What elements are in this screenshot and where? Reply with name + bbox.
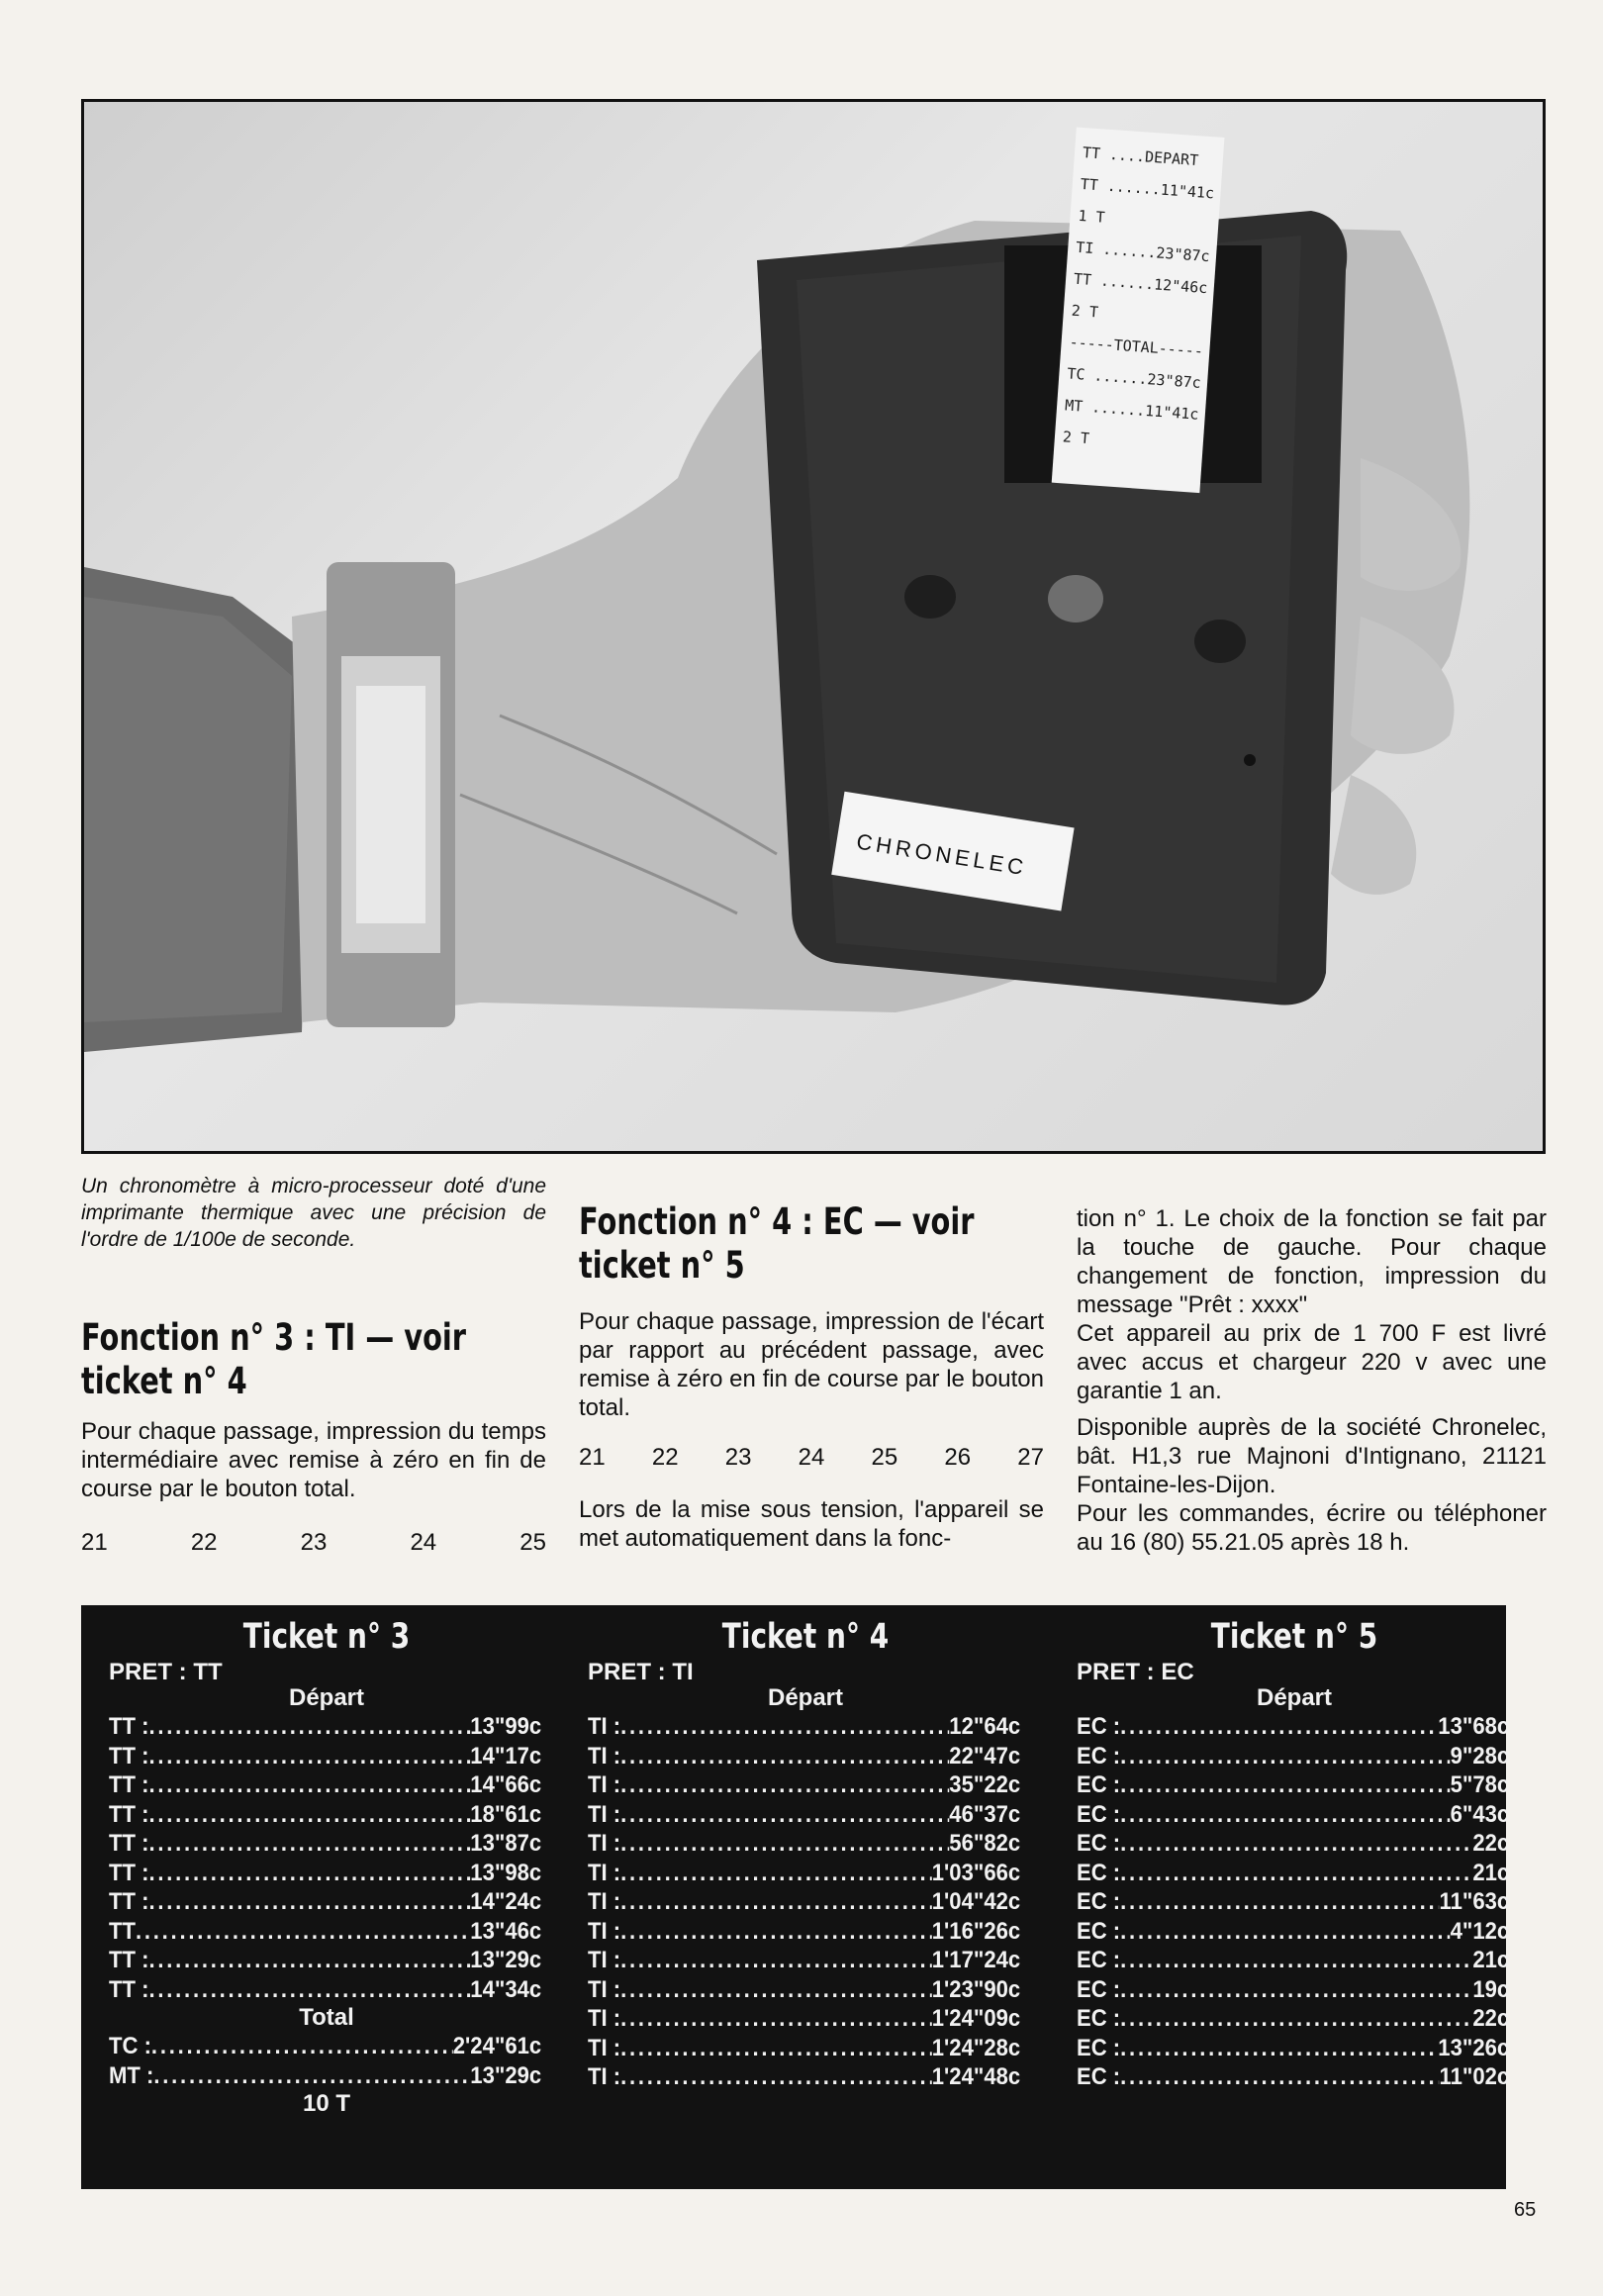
row-label: TI : (588, 2063, 621, 2090)
row-label: TI : (588, 1947, 621, 1973)
ticket-row (588, 1917, 1020, 1947)
row-value: 1'24"28c (931, 2034, 1021, 2061)
ticket-title: Ticket n° 4 (721, 1617, 890, 1657)
ticket-row (109, 2032, 541, 2061)
printed-ticket-line: 2 T (1062, 428, 1090, 448)
row-label: TC : (109, 2033, 151, 2059)
row-dot-leader (151, 2032, 453, 2061)
heading-fonction-4: Fonction n° 4 : EC — voir ticket n° 5 (579, 1200, 975, 1287)
ticket-row (109, 1770, 541, 1800)
power-on-text: Lors de la mise sous tension, l'appareil se met automatiquement dans la fonc- (579, 1496, 1044, 1552)
number-27: 27 (1017, 1444, 1044, 1471)
row-dot-leader (620, 1917, 932, 1947)
ticket-row (109, 1712, 541, 1742)
row-label: MT : (109, 2061, 154, 2089)
row-label: TT (109, 1917, 136, 1945)
row-label: TI : (588, 2005, 621, 2032)
row-label: EC : (1077, 1859, 1121, 1886)
ticket-row (588, 2062, 1020, 2092)
column-3 (1077, 1173, 1547, 1557)
fonction-4-description: Pour chaque passage, impression de l'écart par rapport au précédent passage, avec remise à zéro en fin de course par le bouton total. (579, 1308, 1044, 1421)
row-value: 22c (1472, 2005, 1510, 2032)
row-label: TI : (588, 1771, 621, 1798)
row-value: 1'16"26c (931, 1917, 1021, 1945)
ticket-4 (588, 1605, 1023, 2092)
row-dot-leader (1120, 2004, 1472, 2034)
row-label: EC : (1077, 2034, 1121, 2061)
printed-ticket-line: TT ....DEPART (1082, 144, 1199, 170)
ticket-footer: 10 T (302, 2090, 351, 2117)
row-label: EC : (1077, 1917, 1121, 1945)
row-label: TT : (109, 1888, 149, 1915)
number-23: 23 (300, 1529, 328, 1556)
printed-ticket-line: TT ......12"46c (1073, 269, 1208, 298)
col2-numbers (579, 1444, 1044, 1472)
row-label: TT : (109, 1947, 149, 1973)
ticket-row (588, 1800, 1020, 1830)
ticket-row (1077, 1829, 1509, 1859)
ticket-title: Ticket n° 3 (242, 1617, 411, 1657)
row-label: TT : (109, 1859, 149, 1886)
column-1 (81, 1173, 546, 1557)
row-value: 14"34c (470, 1975, 542, 2003)
number-22: 22 (190, 1529, 218, 1556)
row-dot-leader (620, 1946, 932, 1975)
number-24: 24 (410, 1529, 437, 1556)
printed-ticket-line: TI ......23"87c (1075, 238, 1211, 266)
ticket-row (1077, 2034, 1509, 2063)
row-label: EC : (1077, 1830, 1121, 1857)
ticket-row (1077, 1770, 1509, 1800)
row-dot-leader (1120, 2034, 1438, 2063)
col1-numbers (81, 1529, 546, 1557)
ticket-pret: PRET : EC (1077, 1659, 1194, 1685)
number-26: 26 (944, 1444, 972, 1471)
ticket-row (109, 1975, 541, 2005)
row-value: 1'24"48c (931, 2063, 1021, 2090)
function-selection-text: tion n° 1. Le choix de la fonction se fait par la touche de gauche. Pour chaque changement de fonction, impression du message "Prêt : xxxx" (1077, 1205, 1547, 1318)
row-dot-leader (136, 1917, 470, 1947)
row-dot-leader (1120, 1829, 1472, 1859)
row-dot-leader (1120, 1917, 1450, 1947)
tickets-panel (81, 1605, 1510, 2189)
row-value: 1'23"90c (931, 1975, 1021, 2003)
row-dot-leader (620, 1712, 949, 1742)
printed-ticket-line: TC ......23"87c (1066, 364, 1202, 392)
row-value: 19c (1472, 1975, 1510, 2003)
ticket-row (588, 1712, 1020, 1742)
row-value: 21c (1472, 1947, 1510, 1973)
row-label: EC : (1077, 1975, 1121, 2003)
row-value: 13"26c (1438, 2034, 1510, 2061)
number-21: 21 (81, 1529, 108, 1556)
ticket-row (1077, 1975, 1509, 2005)
row-dot-leader (148, 1770, 470, 1800)
row-label: TI : (588, 2034, 621, 2061)
row-dot-leader (148, 1975, 470, 2005)
row-dot-leader (1120, 1712, 1438, 1742)
ticket-row (109, 1917, 541, 1947)
row-label: TI : (588, 1859, 621, 1886)
number-25: 25 (871, 1444, 898, 1471)
row-value: 13"29c (470, 2061, 542, 2089)
row-dot-leader (1120, 1887, 1439, 1917)
row-dot-leader (620, 1887, 932, 1917)
ticket-row (588, 1975, 1020, 2005)
heading-fonction-3: Fonction n° 3 : TI — voir ticket n° 4 (81, 1316, 467, 1402)
ticket-row (1077, 2062, 1509, 2092)
row-dot-leader (148, 1712, 470, 1742)
row-dot-leader (148, 1887, 470, 1917)
row-dot-leader (620, 1770, 949, 1800)
row-value: 13"29c (470, 1947, 542, 1973)
row-dot-leader (153, 2061, 470, 2091)
row-value: 13"98c (470, 1859, 542, 1886)
row-dot-leader (1120, 1859, 1472, 1888)
row-value: 4"12c (1450, 1917, 1510, 1945)
row-label: TI : (588, 1917, 621, 1945)
ticket-3 (109, 1605, 544, 2118)
printed-ticket-line: 2 T (1071, 301, 1099, 322)
ticket-5 (1077, 1605, 1512, 2092)
row-label: TT : (109, 1713, 149, 1740)
ticket-row (1077, 1946, 1509, 1975)
ticket-row (588, 1829, 1020, 1859)
number-23: 23 (724, 1444, 752, 1471)
printed-ticket-line: -----TOTAL----- (1069, 333, 1204, 360)
ticket-row (588, 1946, 1020, 1975)
row-dot-leader (148, 1829, 470, 1859)
row-dot-leader (148, 1742, 470, 1771)
row-label: EC : (1077, 1742, 1121, 1770)
availability-text: Disponible auprès de la société Chronelec, bât. H1,3 rue Majnoni d'Intignano, 21121 Fontaine-les-Dijon. (1077, 1414, 1547, 1498)
row-value: 2'24"61c (452, 2033, 542, 2059)
row-label: EC : (1077, 1888, 1121, 1915)
row-value: 1'24"09c (931, 2005, 1021, 2032)
row-value: 35"22c (949, 1771, 1021, 1798)
row-value: 13"99c (470, 1713, 542, 1740)
ticket-title: Ticket n° 5 (1210, 1617, 1378, 1657)
row-label: TT : (109, 1771, 149, 1798)
photo-caption: Un chronomètre à micro-processeur doté d'une imprimante thermique avec une précision de l'ordre de 1/100e de seconde. (81, 1175, 546, 1251)
number-21: 21 (579, 1444, 606, 1471)
row-label: TT : (109, 1830, 149, 1857)
row-label: TI : (588, 1742, 621, 1770)
number-25: 25 (519, 1529, 546, 1556)
row-value: 13"87c (470, 1830, 542, 1857)
row-label: EC : (1077, 2063, 1121, 2090)
row-label: TI : (588, 1713, 621, 1740)
price-text: Cet appareil au prix de 1 700 F est livré avec accus et chargeur 220 v avec une garantie 1 an. (1077, 1320, 1547, 1404)
row-value: 11"63c (1439, 1888, 1510, 1915)
row-label: TI : (588, 1888, 621, 1915)
order-text: Pour les commandes, écrire ou téléphoner au 16 (80) 55.21.05 après 18 h. (1077, 1500, 1547, 1556)
row-value: 22c (1472, 1830, 1510, 1857)
ticket-row (588, 1770, 1020, 1800)
printed-ticket-line: TT ......11"41c (1080, 174, 1215, 203)
row-dot-leader (1120, 1770, 1450, 1800)
row-value: 56"82c (949, 1830, 1021, 1857)
row-dot-leader (1120, 1800, 1450, 1830)
row-value: 14"17c (470, 1742, 542, 1770)
ticket-row (109, 1859, 541, 1888)
number-22: 22 (651, 1444, 679, 1471)
ticket-row (1077, 1712, 1509, 1742)
row-dot-leader (148, 1800, 470, 1830)
row-value: 46"37c (949, 1800, 1021, 1828)
row-label: EC : (1077, 1771, 1121, 1798)
device-label: CHRONELEC (854, 828, 1029, 881)
row-value: 6"43c (1450, 1800, 1510, 1828)
ticket-depart: Départ (767, 1684, 844, 1711)
row-value: 1'04"42c (931, 1888, 1021, 1915)
row-label: EC : (1077, 1800, 1121, 1828)
ticket-row (1077, 1859, 1509, 1888)
row-dot-leader (620, 1829, 949, 1859)
row-value: 13"46c (470, 1917, 542, 1945)
column-2 (579, 1173, 1044, 1553)
number-24: 24 (798, 1444, 825, 1471)
ticket-depart: Départ (288, 1684, 365, 1711)
row-dot-leader (620, 2062, 932, 2092)
ticket-row (1077, 2004, 1509, 2034)
row-dot-leader (1120, 1975, 1472, 2005)
row-dot-leader (620, 1859, 932, 1888)
ticket-row (1077, 1887, 1509, 1917)
row-dot-leader (1120, 1742, 1450, 1771)
ticket-row (1077, 1800, 1509, 1830)
row-value: 1'03"66c (931, 1859, 1021, 1886)
row-label: TI : (588, 1800, 621, 1828)
row-value: 21c (1472, 1859, 1510, 1886)
row-dot-leader (620, 1975, 932, 2005)
row-dot-leader (1120, 1946, 1472, 1975)
ticket-row (588, 1887, 1020, 1917)
ticket-row (109, 1800, 541, 1830)
row-value: 14"24c (470, 1888, 542, 1915)
row-label: TI : (588, 1830, 621, 1857)
row-value: 11"02c (1439, 2063, 1510, 2090)
row-value: 13"68c (1438, 1713, 1510, 1740)
printed-ticket-line: 1 T (1077, 206, 1106, 227)
ticket-row (1077, 1917, 1509, 1947)
row-dot-leader (620, 1800, 949, 1830)
row-label: TI : (588, 1975, 621, 2003)
page-number: 65 (1514, 2199, 1537, 2221)
ticket-row (1077, 1742, 1509, 1771)
ticket-row (588, 1742, 1020, 1771)
ticket-row (109, 2061, 541, 2091)
ticket-pret: PRET : TI (588, 1659, 694, 1685)
ticket-row (109, 1829, 541, 1859)
row-label: TT : (109, 1800, 149, 1828)
ticket-total-label: Total (299, 2004, 354, 2031)
ticket-row (109, 1742, 541, 1771)
row-value: 1'17"24c (931, 1947, 1021, 1973)
row-label: EC : (1077, 1947, 1121, 1973)
chronometer-photo (81, 99, 1546, 1154)
row-label: TT : (109, 1975, 149, 2003)
row-value: 9"28c (1450, 1742, 1510, 1770)
ticket-row (588, 2004, 1020, 2034)
row-label: TT : (109, 1742, 149, 1770)
row-value: 22"47c (949, 1742, 1021, 1770)
row-value: 12"64c (949, 1713, 1021, 1740)
row-dot-leader (620, 2004, 932, 2034)
row-dot-leader (148, 1859, 470, 1888)
row-label: EC : (1077, 1713, 1121, 1740)
printed-ticket-line: MT ......11"41c (1064, 396, 1199, 424)
row-dot-leader (1120, 2062, 1439, 2092)
ticket-row (588, 1859, 1020, 1888)
row-dot-leader (620, 1742, 949, 1771)
fonction-3-description: Pour chaque passage, impression du temps intermédiaire avec remise à zéro en fin de course par le bouton total. (81, 1418, 546, 1502)
row-dot-leader (620, 2034, 932, 2063)
row-label: EC : (1077, 2005, 1121, 2032)
hand-holding-device-illustration (84, 102, 1543, 1151)
row-value: 5"78c (1450, 1771, 1510, 1798)
ticket-pret: PRET : TT (109, 1659, 223, 1685)
row-value: 14"66c (470, 1771, 542, 1798)
ticket-row (588, 2034, 1020, 2063)
ticket-row (109, 1887, 541, 1917)
row-dot-leader (148, 1946, 470, 1975)
ticket-depart: Départ (1256, 1684, 1333, 1711)
ticket-row (109, 1946, 541, 1975)
row-value: 18"61c (470, 1800, 542, 1828)
